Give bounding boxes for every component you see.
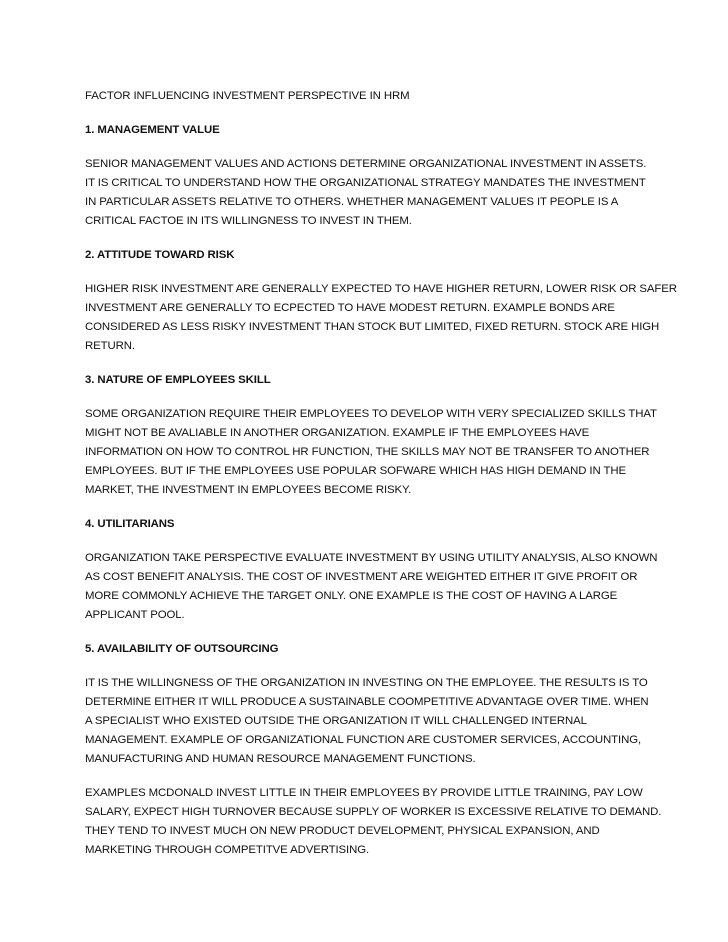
paragraph-line: INVESTMENT ARE GENERALLY TO ECPECTED TO HAVE MODEST RETURN. EXAMPLE BONDS ARE <box>85 302 615 314</box>
document-body <box>85 121 677 860</box>
paragraph-line: INFORMATION ON HOW TO CONTROL HR FUNCTION, THE SKILLS MAY NOT BE TRANSFER TO ANOTHER <box>85 446 650 458</box>
document-page <box>85 87 677 875</box>
paragraph-line: MIGHT NOT BE AVALIABLE IN ANOTHER ORGANIZATION. EXAMPLE IF THE EMPLOYEES HAVE <box>85 427 590 439</box>
paragraph-line: MORE COMMONLY ACHIEVE THE TARGET ONLY. ONE EXAMPLE IS THE COST OF HAVING A LARGE <box>85 590 618 602</box>
paragraph-line: APPLICANT POOL. <box>85 609 185 621</box>
paragraph-line: SOME ORGANIZATION REQUIRE THEIR EMPLOYEES TO DEVELOP WITH VERY SPECIALIZED SKILLS THAT <box>85 408 657 420</box>
paragraph-line: SENIOR MANAGEMENT VALUES AND ACTIONS DETERMINE ORGANIZATIONAL INVESTMENT IN ASSETS. <box>85 158 647 170</box>
paragraph-line: IT IS CRITICAL TO UNDERSTAND HOW THE ORGANIZATIONAL STRATEGY MANDATES THE INVESTMENT <box>85 177 646 189</box>
paragraph-line: ORGANIZATION TAKE PERSPECTIVE EVALUATE INVESTMENT BY USING UTILITY ANALYSIS, ALSO KNOWN <box>85 552 658 564</box>
paragraph-line: A SPECIALIST WHO EXISTED OUTSIDE THE ORGANIZATION IT WILL CHALLENGED INTERNAL <box>85 715 587 727</box>
paragraph-line: CRITICAL FACTOE IN ITS WILLINGNESS TO INVEST IN THEM. <box>85 215 412 227</box>
paragraph-line: HIGHER RISK INVESTMENT ARE GENERALLY EXPECTED TO HAVE HIGHER RETURN, LOWER RISK OR SAFER <box>85 283 677 295</box>
paragraph-line: THEY TEND TO INVEST MUCH ON NEW PRODUCT DEVELOPMENT, PHYSICAL EXPANSION, AND <box>85 825 600 837</box>
body-paragraph <box>85 784 662 860</box>
section-heading: 5. AVAILABILITY OF OUTSOURCING <box>85 643 279 655</box>
paragraph-line: IT IS THE WILLINGNESS OF THE ORGANIZATION IN INVESTING ON THE EMPLOYEE. THE RESULTS IS TO <box>85 677 648 689</box>
body-paragraph <box>85 405 657 500</box>
document-title: FACTOR INFLUENCING INVESTMENT PERSPECTIVE IN HRM <box>85 90 410 102</box>
section-heading: 4. UTILITARIANS <box>85 518 175 530</box>
body-paragraph <box>85 280 677 356</box>
paragraph-line: AS COST BENEFIT ANALYSIS. THE COST OF INVESTMENT ARE WEIGHTED EITHER IT GIVE PROFIT OR <box>85 571 638 583</box>
paragraph-line: IN PARTICULAR ASSETS RELATIVE TO OTHERS. WHETHER MANAGEMENT VALUES IT PEOPLE IS A <box>85 196 619 208</box>
paragraph-line: MANAGEMENT. EXAMPLE OF ORGANIZATIONAL FUNCTION ARE CUSTOMER SERVICES, ACCOUNTING, <box>85 734 642 746</box>
body-paragraph <box>85 674 649 769</box>
paragraph-line: SALARY, EXPECT HIGH TURNOVER BECAUSE SUPPLY OF WORKER IS EXCESSIVE RELATIVE TO DEMAND. <box>85 806 662 818</box>
paragraph-line: MANUFACTURING AND HUMAN RESOURCE MANAGEMENT FUNCTIONS. <box>85 753 476 765</box>
paragraph-line: CONSIDERED AS LESS RISKY INVESTMENT THAN STOCK BUT LIMITED, FIXED RETURN. STOCK ARE HIGH <box>85 321 660 333</box>
paragraph-line: EMPLOYEES. BUT IF THE EMPLOYEES USE POPULAR SOFWARE WHICH HAS HIGH DEMAND IN THE <box>85 465 626 477</box>
section-heading: 1. MANAGEMENT VALUE <box>85 124 220 136</box>
body-paragraph <box>85 155 645 231</box>
paragraph-line: RETURN. <box>85 340 135 352</box>
paragraph-line: DETERMINE EITHER IT WILL PRODUCE A SUSTAINABLE COOMPETITIVE ADVANTAGE OVER TIME. WHEN <box>85 696 649 708</box>
paragraph-line: MARKETING THROUGH COMPETITVE ADVERTISING. <box>85 844 370 856</box>
section-heading: 3. NATURE OF EMPLOYEES SKILL <box>85 374 271 386</box>
paragraph-line: EXAMPLES MCDONALD INVEST LITTLE IN THEIR EMPLOYEES BY PROVIDE LITTLE TRAINING, PAY LOW <box>85 787 643 799</box>
paragraph-line: MARKET, THE INVESTMENT IN EMPLOYEES BECOME RISKY. <box>85 484 412 496</box>
section-heading: 2. ATTITUDE TOWARD RISK <box>85 249 235 261</box>
body-paragraph <box>85 549 658 625</box>
